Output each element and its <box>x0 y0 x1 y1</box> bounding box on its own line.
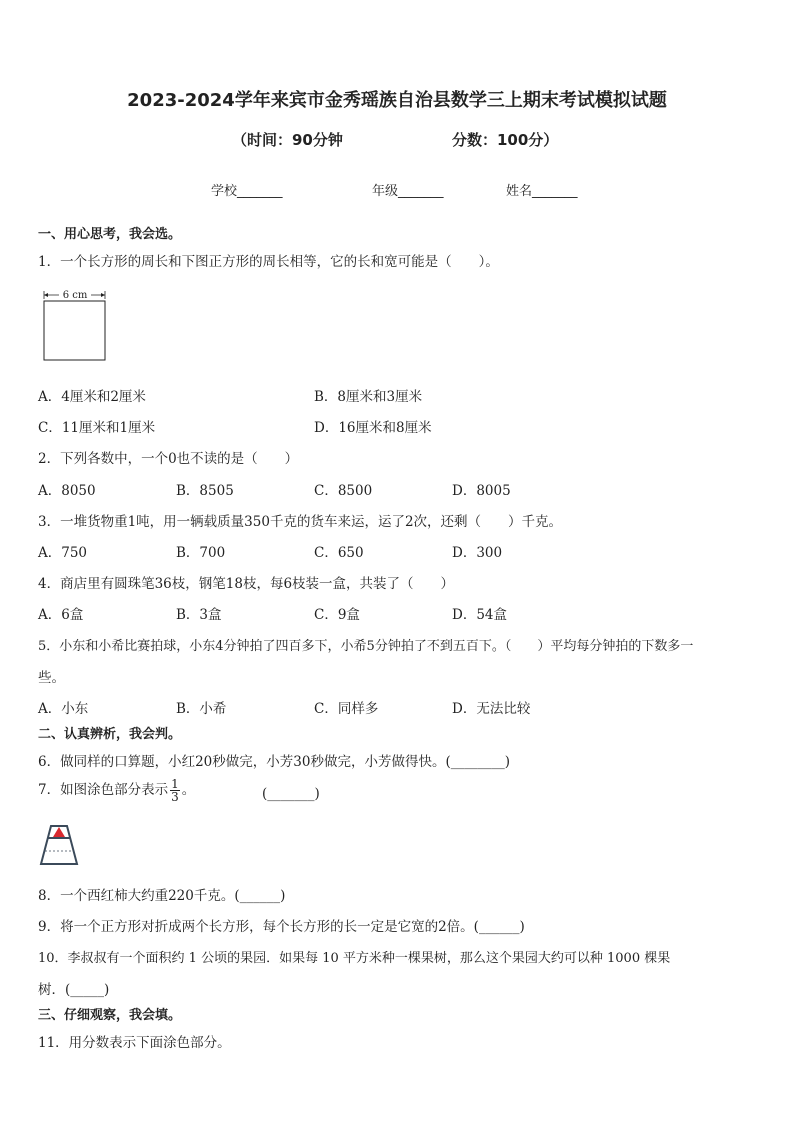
question-1-text: 1．一个长方形的周长和下图正方形的周长相等，它的长和宽可能是（ ）。 <box>38 254 499 270</box>
school-field: 学校_______ <box>211 184 283 199</box>
q5-option-d: D．无法比较 <box>452 701 531 717</box>
q3-option-d: D．300 <box>452 545 503 561</box>
question-7-blank: (_______) <box>262 786 320 802</box>
square-dimension-label: 6 cm <box>62 290 88 301</box>
question-6-text: 6．做同样的口算题，小红20秒做完，小芳30秒做完，小芳做得快。(________) <box>38 754 510 770</box>
section-2-heading: 二、认真辨析，我会判。 <box>38 727 182 742</box>
question-7-suffix: 。 <box>181 782 196 798</box>
q2-option-d: D．8005 <box>452 483 511 499</box>
question-3-text: 3．一堆货物重1吨，用一辆载质量350千克的货车来运，运了2次，还剩（ ）千克。 <box>38 514 563 530</box>
q2-option-c: C．8500 <box>314 483 373 499</box>
q1-option-c: C．11厘米和1厘米 <box>38 420 156 436</box>
exam-time: （时间：90分钟 <box>232 131 343 149</box>
exam-score: 分数：100分） <box>452 131 559 149</box>
question-5-text-line1: 5．小东和小希比赛拍球，小东4分钟拍了四百多下，小希5分钟拍了不到五百下。（ ）平均每分钟拍的下数多一 <box>38 639 694 654</box>
question-11-text: 11．用分数表示下面涂色部分。 <box>38 1035 231 1051</box>
section-1-heading: 一、用心思考，我会选。 <box>38 227 182 242</box>
question-2-text: 2．下列各数中，一个0也不读的是（ ） <box>38 451 299 467</box>
fraction-numerator: 1 <box>171 777 179 791</box>
q5-option-a: A．小东 <box>38 701 89 717</box>
question-8-text: 8．一个西红柿大约重220千克。(______) <box>38 888 286 904</box>
q2-option-b: B．8505 <box>176 483 234 499</box>
question-7-figure <box>37 823 81 867</box>
q4-option-b: B．3盒 <box>176 607 222 623</box>
question-10-text-line1: 10．李叔叔有一个面积约 1 公顷的果园．如果每 10 平方米种一棵果树，那么这个果园大约可以种 1000 棵果 <box>38 951 671 966</box>
section-3-heading: 三、仔细观察，我会填。 <box>38 1008 182 1023</box>
q5-option-b: B．小希 <box>176 701 227 717</box>
name-field: 姓名_______ <box>506 184 578 199</box>
question-7-text <box>38 778 195 803</box>
question-7-prefix: 7．如图涂色部分表示 <box>38 782 169 798</box>
q3-option-c: C．650 <box>314 545 364 561</box>
q5-option-c: C．同样多 <box>314 701 379 717</box>
grade-field: 年级_______ <box>372 184 444 199</box>
q1-option-b: B．8厘米和3厘米 <box>314 389 423 405</box>
page-title: 2023-2024学年来宾市金秀瑶族自治县数学三上期末考试模拟试题 <box>127 90 667 111</box>
question-9-text: 9．将一个正方形对折成两个长方形，每个长方形的长一定是它宽的2倍。(______) <box>38 919 525 935</box>
q4-option-d: D．54盒 <box>452 607 508 623</box>
fraction-one-third <box>170 778 180 803</box>
fraction-denominator: 3 <box>171 790 179 804</box>
question-10-text-line2: 树．(_____) <box>38 982 110 998</box>
q4-option-a: A．6盒 <box>38 607 84 623</box>
q3-option-b: B．700 <box>176 545 226 561</box>
q1-option-d: D．16厘米和8厘米 <box>314 420 432 436</box>
question-4-text: 4．商店里有圆珠笔36枝，钢笔18枝，每6枝装一盒，共装了（ ） <box>38 576 455 592</box>
q3-option-a: A．750 <box>38 545 88 561</box>
q2-option-a: A．8050 <box>38 483 96 499</box>
question-5-text-line2: 些。 <box>38 670 65 686</box>
q1-option-a: A．4厘米和2厘米 <box>38 389 146 405</box>
question-1-figure <box>43 287 109 363</box>
q4-option-c: C．9盒 <box>314 607 360 623</box>
